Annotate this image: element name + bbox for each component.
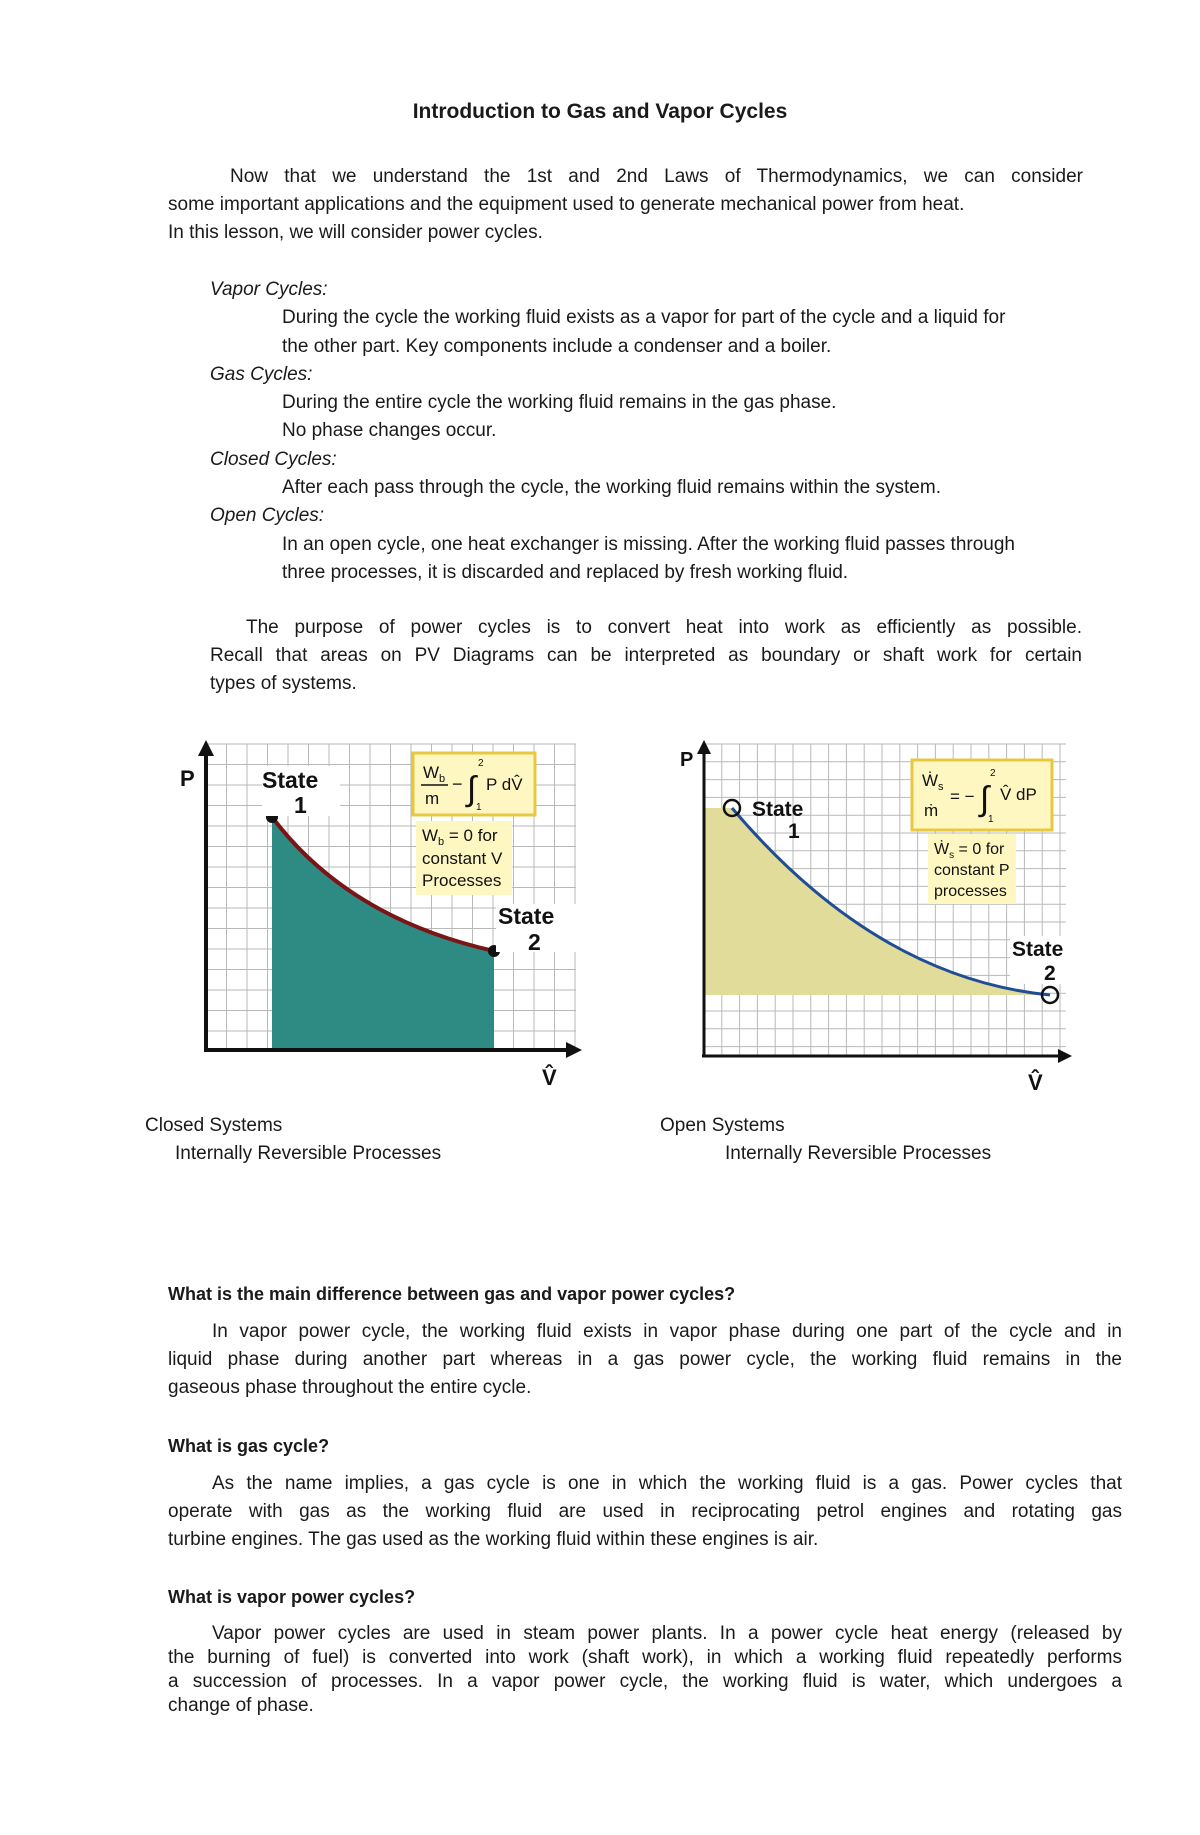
answer-paragraph [168,1622,1122,1718]
state-2-label: State [498,903,555,929]
state-1-number: 1 [788,820,800,843]
purpose-line-2: Recall that areas on PV Diagrams can be interpreted as boundary or shaft work for certain [210,645,1082,666]
purpose-paragraph [210,614,1082,698]
answer-line: gaseous phase throughout the entire cycle. [168,1377,532,1398]
note-line-3: Processes [422,871,502,890]
intro-line-3: In this lesson, we will consider power cycles. [168,222,543,243]
definition-text: After each pass through the cycle, the working fluid remains within the system. [282,477,941,499]
question-heading: What is vapor power cycles? [168,1587,416,1607]
note-line-2: constant V [422,849,503,868]
answer-line: Vapor power cycles are used in steam power plants. In a power cycle heat energy (released by [212,1623,1122,1644]
definition-text: the other part. Key components include a condenser and a boiler. [282,335,832,357]
open-caption-title: Open Systems [660,1115,785,1136]
p-axis-label: P [180,766,195,791]
note-line-1: Ẇ$_s$ = 0 for [934,841,1005,861]
state-1-label: State [752,798,804,821]
formula-upper-limit: 2 [990,768,996,779]
formula-lhs-top: Ẇ$_s$ [922,771,944,793]
open-system-pv-diagram [666,738,1086,1098]
p-axis-arrow [697,740,711,754]
v-axis-arrow [1058,1049,1072,1063]
answer-line: the burning of fuel) is converted into work (shaft work), in which a working fluid repeatedly performs [168,1647,1122,1668]
v-axis-label: V̂ [1028,1070,1043,1095]
purpose-line-3: types of systems. [210,673,357,694]
note-line-2: constant P [934,862,1010,879]
answer-line: liquid phase during another part whereas in a gas power cycle, the working fluid remains in the [168,1349,1122,1370]
v-axis-arrow [566,1042,582,1058]
state-1-label: State [262,767,319,793]
answer-line: In vapor power cycle, the working fluid exists in vapor phase during one part of the cycle and in [212,1321,1122,1342]
state-2-label: State [1012,938,1064,961]
definition-label-gas: Gas Cycles: [210,363,313,385]
definition-text: During the cycle the working fluid exists as a vapor for part of the cycle and a liquid for [282,307,1006,329]
question-heading: What is the main difference between gas and vapor power cycles? [168,1284,736,1304]
definition-text: No phase changes occur. [282,420,497,442]
purpose-line-1: The purpose of power cycles is to convert heat into work as efficiently as possible. [246,617,1082,638]
definition-label-open: Open Cycles: [210,505,325,527]
formula-rhs: V̂ dP [1000,785,1037,804]
note-line-3: processes [934,883,1007,900]
integral-sign: ∫ [980,780,990,818]
closed-caption-sub: Internally Reversible Processes [175,1143,442,1164]
formula-lower-limit: 1 [988,814,994,825]
definition-text: In an open cycle, one heat exchanger is missing. After the working fluid passes through [282,533,1015,555]
formula-lower-limit: 1 [476,802,482,813]
p-axis-label: P [680,749,694,771]
answer-line: change of phase. [168,1695,314,1716]
formula-rhs: P dV̂ [486,775,523,794]
answer-line: a succession of processes. In a vapor power cycle, the working fluid is water, which undergoes a [168,1671,1122,1692]
answer-line: As the name implies, a gas cycle is one in which the working fluid is a gas. Power cycles that [212,1473,1122,1494]
answer-paragraph [168,1470,1122,1554]
intro-paragraph [168,163,1083,247]
intro-line-2: some important applications and the equipment used to generate mechanical power from heat. [168,194,965,215]
formula-lhs-bottom: ṁ [924,801,939,820]
intro-line-1: Now that we understand the 1st and 2nd Laws of Thermodynamics, we can consider [230,166,1083,187]
definition-label-vapor: Vapor Cycles: [210,279,328,300]
p-axis-arrow [198,740,214,756]
definition-text: During the entire cycle the working fluid remains in the gas phase. [282,392,837,414]
formula-minus: = − [950,787,975,806]
state-2-number: 2 [1044,962,1056,985]
open-caption-sub: Internally Reversible Processes [725,1143,992,1164]
state-2-number: 2 [528,929,541,955]
closed-system-pv-diagram [178,738,598,1098]
answer-line: turbine engines. The gas used as the working fluid within these engines is air. [168,1529,819,1550]
page-title: Introduction to Gas and Vapor Cycles [412,100,788,123]
formula-lhs-bottom: m [425,789,440,808]
closed-caption-title: Closed Systems [145,1115,283,1136]
formula-minus: − [452,774,463,794]
definition-label-closed: Closed Cycles: [210,448,337,470]
definitions-list [210,276,1130,587]
formula-lhs-top: $W_b$ [423,763,446,785]
question-heading: What is gas cycle? [168,1436,330,1456]
integral-sign: ∫ [467,770,477,808]
formula-upper-limit: 2 [478,758,484,769]
definition-text: three processes, it is discarded and replaced by fresh working fluid. [282,561,849,583]
answer-paragraph [168,1318,1122,1402]
note-line-1: $W_b = 0$ for [422,826,498,848]
state-1-number: 1 [294,792,307,818]
v-axis-label: V̂ [542,1065,557,1090]
answer-line: operate with gas as the working fluid are used in reciprocating petrol engines and rotating gas [168,1501,1122,1522]
